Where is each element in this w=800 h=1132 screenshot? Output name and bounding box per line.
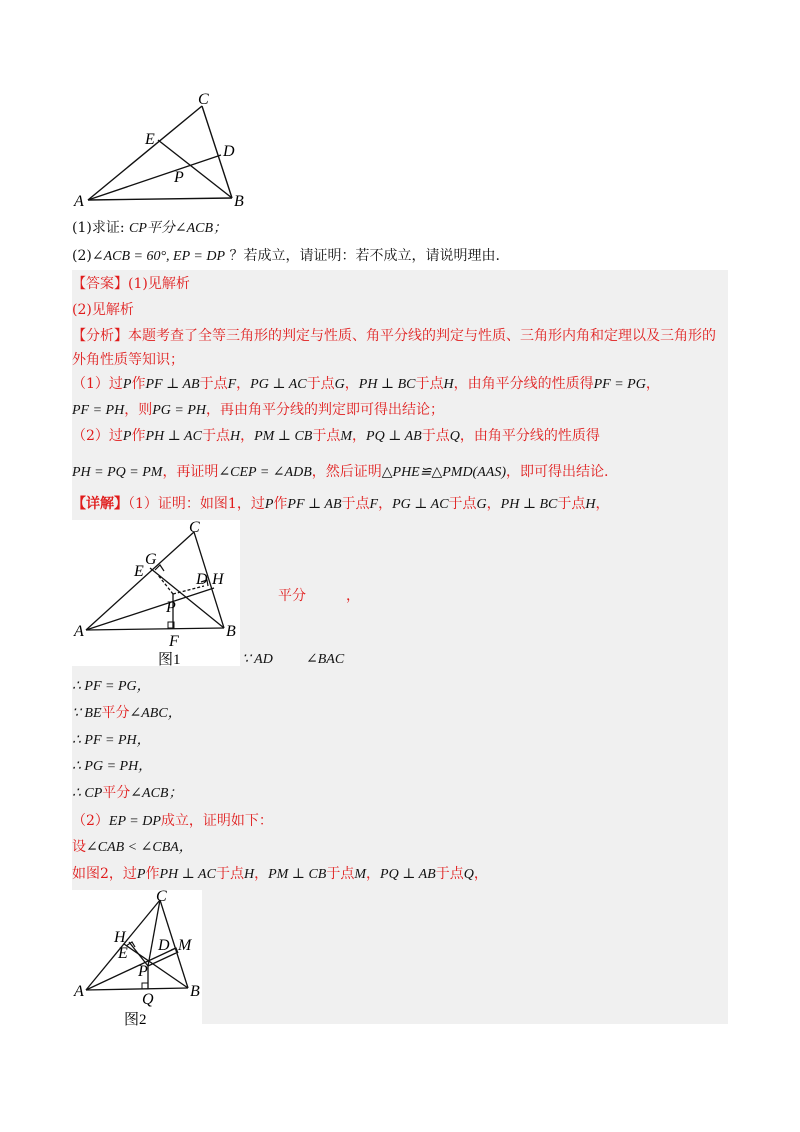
t: （1）过	[72, 376, 123, 392]
t: 如图2，过	[72, 866, 137, 882]
t: 设	[72, 839, 86, 855]
m: △PHE≌△PMD(AAS)	[381, 465, 506, 480]
label-d: D	[223, 143, 235, 160]
label-b: B	[190, 983, 200, 1000]
m: PF ⊥ AB	[145, 377, 200, 392]
figure-1	[72, 520, 240, 668]
m: P	[122, 377, 132, 392]
part2-line3	[72, 864, 488, 885]
m: PG = PH	[152, 403, 206, 418]
side-text-2: ，	[346, 588, 360, 604]
m: EP = DP	[108, 814, 161, 829]
m: ∠ACB；	[130, 786, 183, 801]
t: 于点	[435, 866, 464, 882]
t: ，再证明	[162, 464, 219, 480]
t: 于点	[421, 428, 450, 444]
t: ，	[344, 376, 359, 392]
m: ∴ CP	[72, 786, 103, 801]
label-c: C	[156, 890, 167, 905]
t: 于点	[415, 376, 444, 392]
t: ，然后证明	[311, 464, 382, 480]
t: （1）证明：如图1，过	[128, 496, 265, 512]
label-e: E	[145, 131, 155, 148]
q2-math: ∠ACB = 60°, EP = DP	[91, 249, 226, 264]
m: PM ⊥ CB	[254, 429, 313, 444]
label-h: H	[212, 571, 224, 588]
t: 成立，证明如下：	[160, 813, 273, 829]
m: PQ ⊥ AB	[366, 429, 422, 444]
t: ，即可得出结论.	[505, 464, 609, 480]
analysis-line2: 外角性质等知识；	[72, 352, 184, 368]
m: F	[227, 377, 237, 392]
m: PF ⊥ AB	[287, 497, 342, 512]
m: H	[443, 377, 454, 392]
t: ，	[352, 428, 367, 444]
t: 【详解】	[72, 496, 128, 512]
t: 于点	[215, 866, 244, 882]
m: M	[340, 429, 353, 444]
m: G	[334, 377, 345, 392]
label-q: Q	[142, 991, 154, 1008]
part2-line2	[72, 837, 193, 858]
question-1	[72, 218, 227, 239]
t: ，再由角平分线的判定即可得出结论；	[206, 402, 444, 418]
label-e: E	[134, 563, 144, 580]
t: ，由角平分线的性质得	[453, 376, 594, 392]
m: ∵ BE	[72, 706, 102, 721]
part2-line1	[72, 811, 273, 832]
m: Q	[449, 429, 460, 444]
m: H	[229, 429, 241, 444]
t: 于点	[312, 428, 341, 444]
t: 于点	[199, 376, 228, 392]
label-a: A	[74, 983, 84, 1000]
m: PH ⊥ BC	[358, 377, 416, 392]
t: ，	[473, 866, 488, 882]
t: 于点	[306, 376, 335, 392]
m: PF = PG	[593, 377, 646, 392]
answer-line2: (2)见解析	[72, 302, 134, 318]
t: ，	[366, 866, 381, 882]
label-p: P	[174, 169, 184, 186]
t: ，	[240, 428, 255, 444]
answer-label: 【答案】(1)见解析	[72, 276, 190, 292]
m: PF = PH	[72, 403, 125, 418]
analysis-line6	[72, 462, 608, 483]
step-2	[72, 703, 182, 724]
m: PM ⊥ CB	[268, 867, 327, 882]
t: ，	[236, 376, 251, 392]
figure-2-caption: 图2	[124, 1012, 147, 1028]
m: ∠CAB < ∠CBA，	[86, 840, 193, 855]
label-m: M	[178, 937, 192, 954]
figure-2	[72, 890, 204, 1028]
label-c: C	[198, 91, 209, 108]
label-h: H	[114, 929, 126, 946]
side-text-1: 平分	[278, 588, 306, 604]
label-g: G	[145, 551, 157, 568]
label-e: E	[118, 945, 128, 962]
m: M	[354, 867, 367, 882]
label-b: B	[234, 193, 244, 210]
t: 平分	[102, 785, 131, 801]
t: ，	[378, 496, 393, 512]
t: 作	[131, 376, 146, 392]
t: 于点	[557, 496, 586, 512]
label-d: D	[158, 937, 170, 954]
q1-prefix: (1)求证:	[72, 220, 125, 236]
t: （2）过	[72, 428, 123, 444]
t: ，由角平分线的性质得	[459, 428, 600, 444]
t: ，	[645, 376, 660, 392]
m: PH = PQ = PM	[72, 465, 163, 480]
m: P	[264, 497, 274, 512]
q1-math: CP平分∠ACB；	[129, 221, 228, 236]
label-a: A	[74, 193, 84, 210]
side-text-3: ∵ AD	[242, 652, 273, 667]
label-p: P	[138, 963, 148, 980]
q2-text: ？若成立，请证明：若不成立，请说明理由.	[229, 248, 500, 264]
analysis-line3	[72, 374, 660, 395]
m: Q	[463, 867, 474, 882]
t: ，	[595, 496, 610, 512]
question-2	[72, 246, 500, 267]
step-3: ∴ PF = PH，	[72, 733, 151, 748]
t: （2）	[72, 813, 109, 829]
label-b: B	[226, 623, 236, 640]
t: 平分	[101, 705, 130, 721]
m: PG ⊥ AC	[250, 377, 307, 392]
t: 于点	[201, 428, 230, 444]
m: PH ⊥ BC	[500, 497, 558, 512]
t: 作	[273, 496, 288, 512]
figure-triangle-top	[70, 88, 250, 212]
m: F	[369, 497, 379, 512]
m: P	[136, 867, 146, 882]
analysis-line4	[72, 400, 444, 421]
m: PQ ⊥ AB	[380, 867, 436, 882]
step-5	[72, 783, 182, 804]
label-p: P	[166, 599, 176, 616]
m: ∠ABC，	[129, 706, 182, 721]
q2-prefix: (2)	[72, 248, 92, 264]
m: G	[476, 497, 487, 512]
m: PH ⊥ AC	[145, 429, 202, 444]
t: ，则	[124, 402, 153, 418]
m: P	[122, 429, 132, 444]
label-a: A	[74, 623, 84, 640]
detail-line1	[72, 494, 610, 515]
t: 于点	[341, 496, 370, 512]
t: 作	[131, 428, 146, 444]
t: 于点	[448, 496, 477, 512]
label-f: F	[169, 633, 179, 650]
label-d: D	[196, 571, 208, 588]
step-1: ∴ PF = PG，	[72, 679, 151, 694]
m: PH ⊥ AC	[159, 867, 216, 882]
label-c: C	[189, 520, 200, 536]
analysis-line5	[72, 426, 600, 447]
m: ∠CEP = ∠ADB	[218, 465, 312, 480]
t: ，	[486, 496, 501, 512]
t: 于点	[326, 866, 355, 882]
t: 作	[145, 866, 160, 882]
m: H	[585, 497, 596, 512]
t: ，	[254, 866, 269, 882]
m: H	[243, 867, 255, 882]
figure-1-caption: 图1	[158, 652, 181, 668]
side-text-4: ∠BAC	[306, 652, 345, 667]
analysis-line1: 【分析】本题考查了全等三角形的判定与性质、角平分线的判定与性质、三角形内角和定理以及三角形的	[72, 328, 716, 344]
m: PG ⊥ AC	[392, 497, 449, 512]
step-4: ∴ PG = PH，	[72, 759, 153, 774]
